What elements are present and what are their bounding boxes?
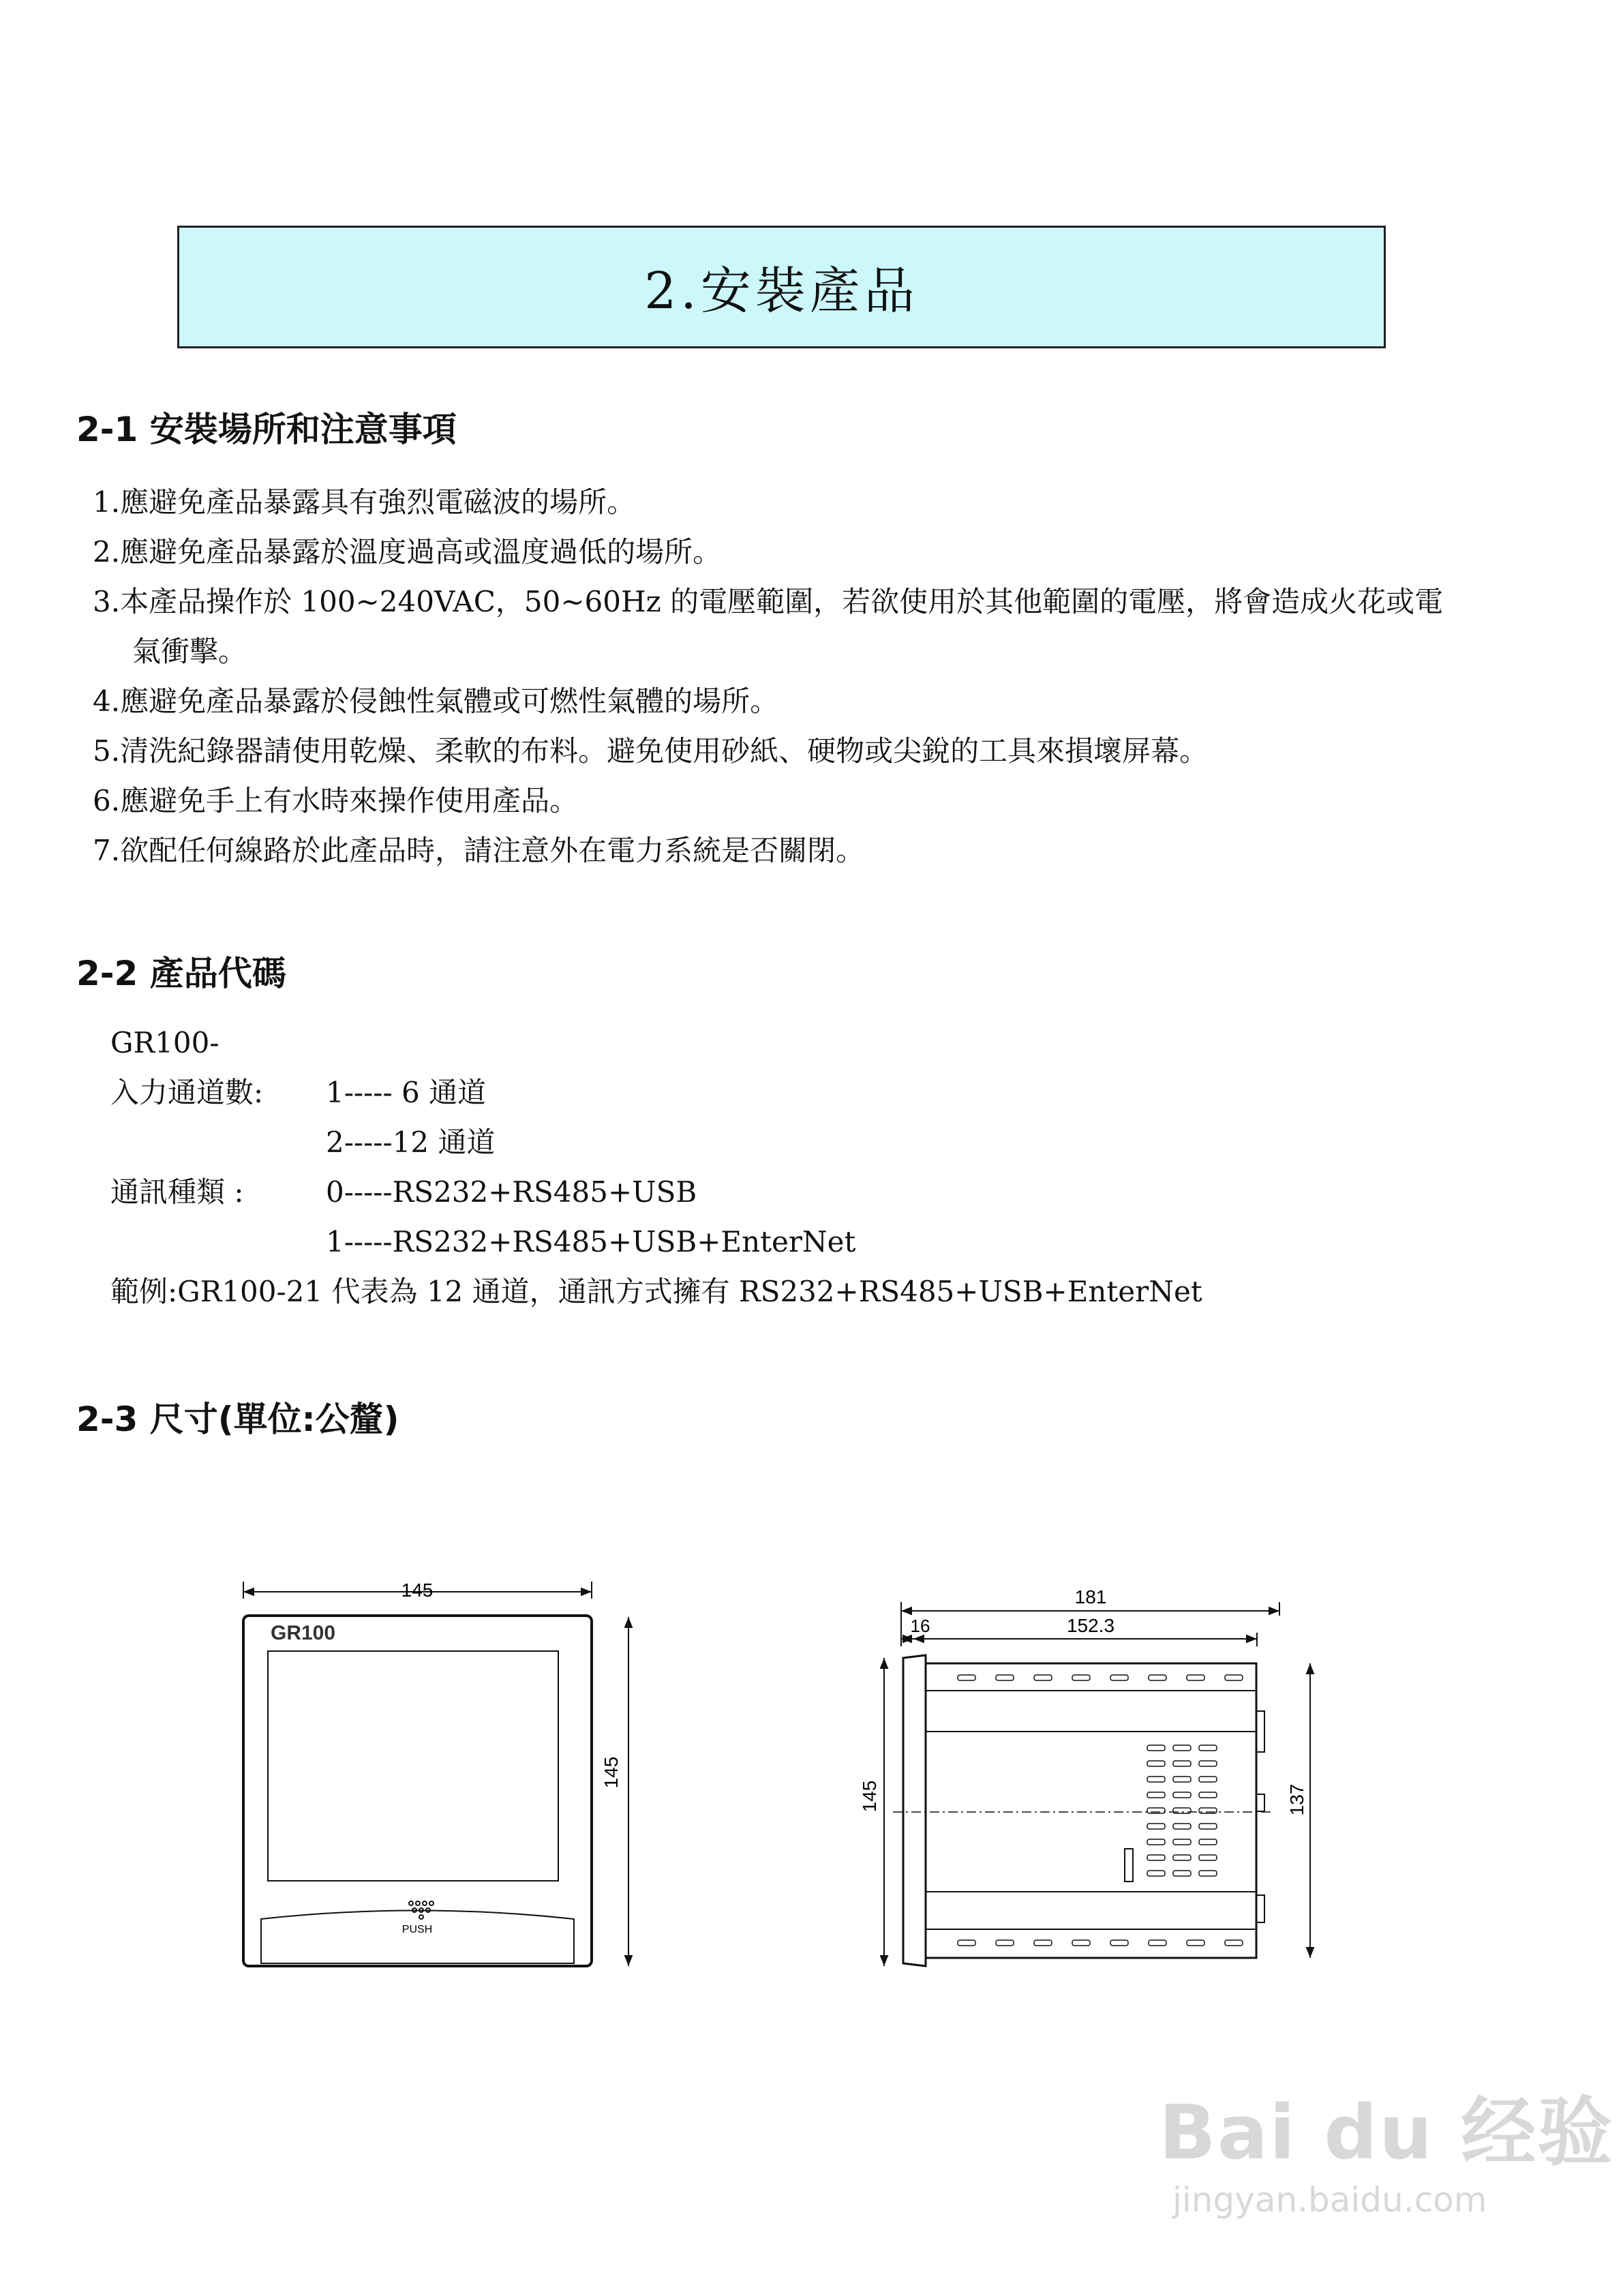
vent-slot [1149,1940,1166,1946]
list-item: 6.應避免手上有水時來操作使用產品。 [93,784,579,817]
push-label: PUSH [401,1924,433,1935]
list-item: 1.應避免產品暴露具有強烈電磁波的場所。 [93,485,636,519]
list-item: 7.欲配任何線路於此產品時，請注意外在電力系統是否關閉。 [93,834,865,867]
vent-slot [1199,1745,1217,1751]
vent-slot [1199,1777,1217,1782]
vent-slot [958,1940,975,1946]
vent-slot [1187,1940,1204,1946]
vent-slot [1173,1808,1191,1813]
vent-slot [1173,1777,1191,1782]
vent-slot [1199,1808,1217,1813]
comm-label: 通訊種類 : [110,1175,244,1209]
vent-slot [1147,1871,1165,1876]
vent-slot [996,1940,1014,1946]
vent-slot [1187,1675,1204,1680]
comm-option: 1-----RS232+RS485+USB+EnterNet [326,1225,856,1258]
vent-slot [1173,1761,1191,1766]
vent-slot [1110,1675,1128,1680]
bezel-label: 16 [910,1616,930,1636]
vent-slot [1147,1777,1165,1782]
side-total-label: 181 [1074,1586,1107,1607]
vent-slot [1199,1824,1217,1829]
vent-slot [1173,1871,1191,1876]
vent-slot [1034,1675,1052,1680]
section-heading-install-notes: 2-1 安裝場所和注意事項 [76,410,457,449]
vent-slot [958,1675,975,1680]
side-body-height-label: 137 [1286,1783,1307,1816]
vent-slot [1199,1839,1217,1845]
section-heading-product-code: 2-2 產品代碼 [76,954,286,993]
front-height-label: 145 [601,1756,622,1789]
vent-slot [1147,1855,1165,1860]
watermark-brand: Bai du 经验 [1159,2089,1614,2176]
vent-slot [1147,1761,1165,1766]
channels-label: 入力通道數: [110,1076,264,1109]
vent-slots [958,1675,1243,1946]
vent-slot [1173,1839,1191,1845]
side-body [926,1663,1256,1958]
channel-option: 2-----12 通道 [326,1126,496,1159]
side-view-drawing [884,1602,1310,1966]
vent-slot [1225,1940,1243,1946]
vent-slot [1173,1855,1191,1860]
comm-option: 0-----RS232+RS485+USB [326,1175,697,1209]
vent-slot [1147,1745,1165,1751]
baidu-watermark [1159,2072,1613,2220]
example-text: 範例:GR100-21 代表為 12 通道，通訊方式擁有 RS232+RS485+USB+EnterNet [110,1275,1202,1308]
list-item: 5.清洗紀錄器請使用乾燥、柔軟的布料。避免使用砂紙、硬物或尖銳的工具來損壞屏幕。 [93,734,1209,768]
list-item: 4.應避免產品暴露於侵蝕性氣體或可燃性氣體的場所。 [93,684,779,718]
vent-slot [1173,1745,1191,1751]
vent-slot [1072,1940,1090,1946]
vent-slot [996,1675,1014,1680]
chapter-title: 2.安裝產品 [644,262,919,320]
vent-slot [1199,1871,1217,1876]
vent-slot [1147,1839,1165,1845]
list-item-continuation: 氣衝擊。 [132,635,247,668]
vent-slot [1149,1675,1166,1680]
section-heading-dimensions: 2-3 尺寸(單位:公釐) [76,1400,399,1439]
front-width-label: 145 [401,1580,434,1601]
vent-slot [1173,1824,1191,1829]
side-height-label: 145 [859,1780,880,1813]
vent-slot [1147,1792,1165,1798]
watermark-url: jingyan.baidu.com [1172,2180,1487,2220]
vent-slot [1147,1808,1165,1813]
vent-slot [1199,1761,1217,1766]
list-item: 2.應避免產品暴露於溫度過高或溫度過低的場所。 [93,535,722,569]
bezel [903,1655,926,1966]
vent-slot [1110,1940,1128,1946]
vent-slot [1147,1824,1165,1829]
list-item: 3.本產品操作於 100~240VAC，50~60Hz 的電壓範圍，若欲使用於其他範圍的電壓，將會造成火花或電 [93,585,1444,618]
vent-slot [1072,1675,1090,1680]
side-depth-label: 152.3 [1066,1615,1115,1636]
channel-option: 1----- 6 通道 [326,1076,487,1109]
vent-slot [1199,1792,1217,1798]
model-prefix: GR100- [110,1026,219,1059]
front-screen [268,1651,558,1881]
vent-slot [1173,1792,1191,1798]
push-cover [261,1911,574,1964]
front-panel-outline [243,1616,592,1966]
vent-slot [1199,1855,1217,1860]
vent-slot [1225,1675,1243,1680]
gr100-logo: GR100 [271,1622,336,1644]
vent-slot [1034,1940,1052,1946]
